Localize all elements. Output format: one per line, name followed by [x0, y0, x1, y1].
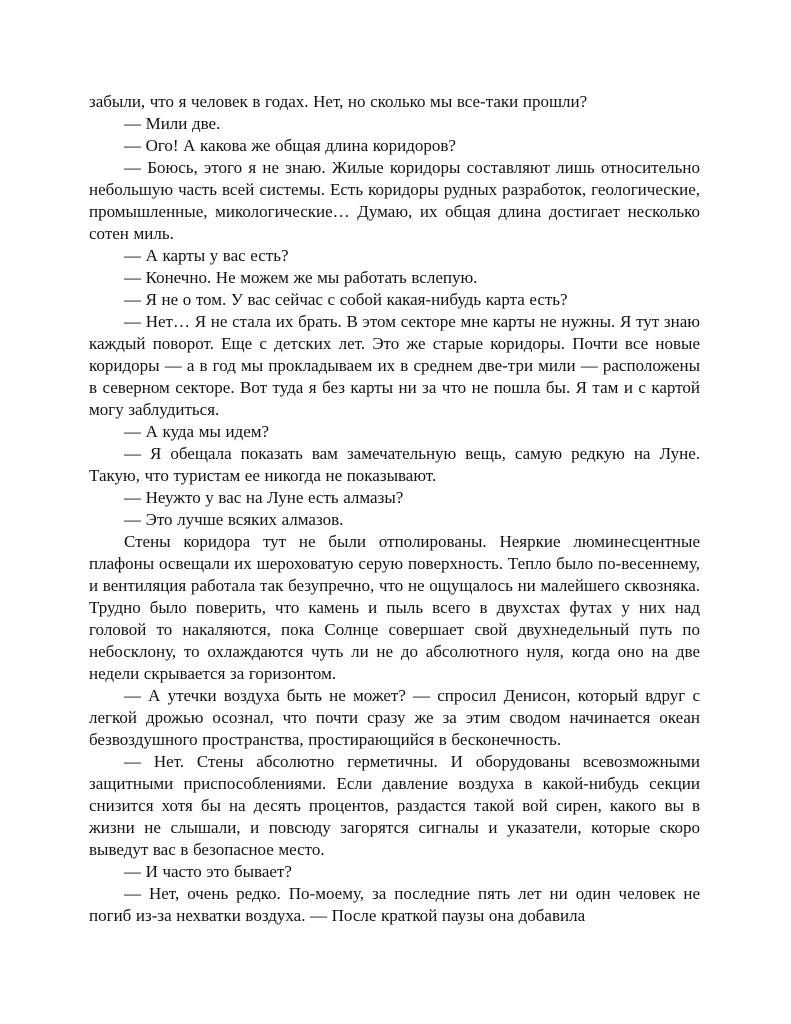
paragraph: — Мили две. — [124, 114, 221, 133]
paragraph: — А карты у вас есть? — [124, 246, 289, 265]
paragraph: — Нет. Стены абсолютно герметичны. И оборудованы всевозможными защитными приспособлениями. Если давление воздуха в какой-нибудь секции снизится хотя бы на десять процентов, раздастся такой вой сирен, какого вы в жизни не слышали, и повсюду загорятся сигналы и указатели, которые скоро выведут вас в безопасное место. — [89, 752, 700, 859]
paragraph: — И часто это бывает? — [124, 862, 292, 881]
paragraph: — А куда мы идем? — [124, 422, 270, 441]
paragraph: забыли, что я человек в годах. Нет, но сколько мы все-таки прошли? — [89, 92, 588, 111]
paragraph: — А утечки воздуха быть не может? — спросил Денисон, который вдруг с легкой дрожью осознал, что почти сразу же за этим сводом начинается океан безвоздушного пространства, простирающийся в бесконечность. — [89, 686, 700, 749]
paragraph: — Нет… Я не стала их брать. В этом секторе мне карты не нужны. Я тут знаю каждый поворот. Еще с детских лет. Это же старые коридоры. Почти все новые коридоры — а в год мы прокладываем их в среднем две-три мили — расположены в северном секторе. Вот туда я без карты ни за что не пошла бы. Я там и с картой могу заблудиться. — [89, 312, 700, 419]
text-column — [89, 91, 700, 927]
paragraph: — Я не о том. У вас сейчас с собой какая-нибудь карта есть? — [124, 290, 568, 309]
paragraph: — Это лучше всяких алмазов. — [124, 510, 344, 529]
paragraph: — Ого! А какова же общая длина коридоров? — [124, 136, 456, 155]
paragraph: — Боюсь, этого я не знаю. Жилые коридоры составляют лишь относительно небольшую часть всей системы. Есть коридоры рудных разработок, геологические, промышленные, микологические… Думаю, их общая длина достигает несколько сотен миль. — [89, 158, 700, 243]
paragraph: — Конечно. Не можем же мы работать вслепую. — [124, 268, 478, 287]
paragraph: — Нет, очень редко. По-моему, за последние пять лет ни один человек не погиб из-за нехватки воздуха. — После краткой паузы она добавила — [89, 884, 700, 925]
paragraph: — Я обещала показать вам замечательную вещь, самую редкую на Луне. Такую, что туристам ее никогда не показывают. — [89, 444, 700, 485]
paragraph: — Неужто у вас на Луне есть алмазы? — [124, 488, 404, 507]
paragraph: Стены коридора тут не были отполированы. Неяркие люминесцентные плафоны освещали их шероховатую серую поверхность. Тепло было по-весеннему, и вентиляция работала так безупречно, что не ощущалось ни малейшего сквозняка. Трудно было поверить, что камень и пыль всего в двухстах футах у них над головой то накаляются, пока Солнце совершает свой двухнедельный путь по небосклону, то охлаждаются чуть ли не до абсолютного нуля, когда оно на две недели скрывается за горизонтом. — [89, 532, 700, 683]
